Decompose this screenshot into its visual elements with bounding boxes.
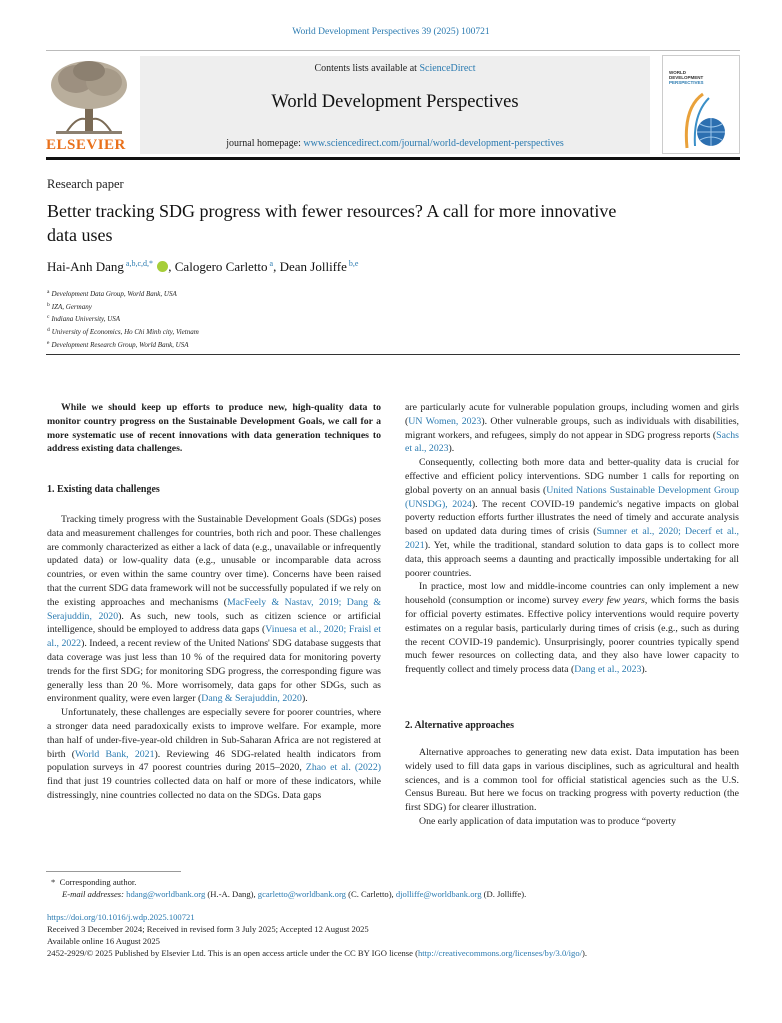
license-link[interactable]: http://creativecommons.org/licenses/by/3.0/igo/ (417, 948, 583, 958)
reference-link[interactable]: Sachs et al., 2023 (405, 429, 739, 455)
paragraph: One early application of data imputation was to produce “poverty (419, 815, 677, 827)
author-affiliation-marks[interactable]: a,b,c,d,* (125, 259, 154, 268)
right-column-body (405, 401, 739, 677)
homepage-link[interactable]: www.sciencedirect.com/journal/world-development-perspectives (303, 138, 564, 149)
paragraph: In practice, most low and middle-income countries can only implement a new household (consumption or income) survey every few years, which forms the basis for official poverty estimates. Effective policy interventions would require poverty estimates on a regular basis, particularly during times of crisis (e.g., such as during the recent COVID-19 pandemic). Unsurprisingly, poorer countries typically spend much fewer resources on collecting data, and they also have lower capacity to frequently collect and timely process data (Dang et al., 2023). (405, 581, 739, 676)
cover-title-line-2: DEVELOPMENT (669, 75, 704, 80)
paragraph: Alternative approaches to generating new data exist. Data imputation has been widely used to fill data gaps in various disciplines, such as agricultural and health sciences, and is a common tool for official statistical agencies such as the U.S. Census Bureau. But here we focus on tracking progress with poverty reduction (the first SDG) for clearer illustration. (405, 747, 739, 814)
email-addresses: E-mail addresses: hdang@worldbank.org (H.-A. Dang), gcarletto@worldbank.org (C. Carletto), djolliffe@worldbank.org (D. Jolliffe). (62, 889, 527, 899)
homepage-prefix: journal homepage: (226, 138, 304, 149)
paragraph: Tracking timely progress with the Sustainable Development Goals (SDGs) poses data and measurement challenges for countries, both rich and poor. These challenges are commonly characterized as either a lack of data (e.g., unavailable or infrequently updated data) or low-quality data (e.g., unusable or incomparable data across countries, or even within the same country over time). Concerns have been raised that the current SDG data framework will not be successfully populated if we rely on the existing approaches and mechanisms (MacFeely & Nastav, 2019; Dang & Serajuddin, 2020). As such, new tools, such as citizen science or artificial intelligence, should be employed to address data gaps (Vinuesa et al., 2020; Fraisl et al., 2022). Indeed, a recent review of the United Nations' SDG database suggests that data coverage was just less than 10 % of the required data for monitoring poverty trends for the first SDG; for monitoring SDG progress, the corresponding figure was generally less than 20 %. More worrisomely, data gaps for other SDGs, such as environment quality, were even larger (Dang & Serajuddin, 2020). (47, 514, 382, 705)
right-column-body-continued (405, 746, 739, 829)
header-separator-rule (46, 354, 740, 355)
affiliation-item: $^e$ Development Research Group, World Bank, USA (47, 339, 189, 349)
doi-link[interactable]: https://doi.org/10.1016/j.wdp.2025.100721 (47, 912, 195, 922)
masthead-bottom-rule (46, 157, 740, 160)
paragraph: are particularly acute for vulnerable population groups, including women and girls (UN Women, 2023). Other vulnerable groups, such as individuals with disabilities, migrant workers, and refugees, simply do not appear in SDG progress reports (Sachs et al., 2023). (405, 402, 739, 455)
affiliation-item: $^c$ Indiana University, USA (47, 314, 121, 324)
publication-info (47, 911, 587, 959)
contents-availability (140, 63, 650, 74)
affiliation-item: $^a$ Development Data Group, World Bank, USA (47, 289, 177, 298)
author-list (47, 259, 358, 275)
reference-link[interactable]: Dang et al., 2023 (574, 664, 642, 676)
globe-icon (663, 88, 739, 152)
reference-link[interactable]: MacFeely & Nastav, 2019; Dang & Serajuddin, 2020 (47, 596, 382, 622)
journal-citation-link[interactable]: World Development Perspectives 39 (2025) 100721 (292, 27, 490, 37)
article-title: Better tracking SDG progress with fewer resources? A call for more innovative data uses (47, 201, 617, 245)
affiliation-item: $^d$ University of Economics, Ho Chi Minh city, Vietnam (47, 327, 199, 337)
email-link[interactable]: gcarletto@worldbank.org (257, 889, 346, 899)
footnotes (51, 876, 526, 900)
paragraph: Unfortunately, these challenges are especially severe for poorer countries, where a stronger data need paradoxically exists to improve welfare. For example, more than half of under-five-year-old children in Sub-Saharan Africa are not registered at birth (World Bank, 2021). Reviewing 46 SDG-related health indicators from population surveys in 47 poorest countries during 2015–2020, Zhao et al. (2022) find that just 19 countries collected data on half or more of these indicators, while distressingly, nine countries collected no data on the SDGs. Data gaps (47, 707, 381, 801)
email-link[interactable]: hdang@worldbank.org (126, 889, 206, 899)
journal-cover-thumbnail[interactable] (662, 55, 740, 154)
author-affiliation-marks[interactable]: b,e (348, 259, 359, 268)
orcid-icon[interactable] (157, 261, 168, 272)
paragraph: Consequently, collecting both more data and better-quality data is crucial for effective and efficient policy interventions. SDG number 1 calls for reporting on global poverty on an annual basis (United Nations Sustainable Development Group (UNSDG), 2024). The recent COVID-19 pandemic's negative impacts on global poverty reduction efforts further illustrates the need of timely and accurate analysis based on updated data during times of crisis (Sumner et al., 2020; Decerf et al., 2021). Yet, while the traditional, standard solution to data gaps is to collect more data, this approach seems a daunting and practically impossible undertaking for all poorer countries. (405, 457, 739, 579)
masthead-top-rule (46, 50, 740, 51)
online-date: Available online 16 August 2025 (47, 936, 160, 946)
journal-homepage (140, 138, 650, 149)
license-line: 2452-2929/© 2025 Published by Elsevier Ltd. This is an open access article under the CC BY IGO license (http://creativecommons.org/licenses/by/3.0/igo/). (47, 948, 588, 958)
author-name[interactable]: Dean Jolliffe (279, 259, 347, 274)
reference-link[interactable]: World Bank, 2021 (75, 748, 155, 760)
reference-link[interactable]: Dang & Serajuddin, 2020 (201, 693, 302, 705)
author-name[interactable]: Hai-Anh Dang (47, 259, 124, 274)
reference-link[interactable]: United Nations Sustainable Development Group (UNSDG), 2024 (405, 484, 739, 510)
section-1-heading: 1. Existing data challenges (47, 484, 160, 495)
cover-title-line-1: WORLD (669, 70, 686, 75)
reference-link[interactable]: UN Women, 2023 (408, 415, 482, 427)
corresponding-author-note: * Corresponding author. (51, 877, 137, 887)
article-type: Research paper (47, 177, 124, 191)
author-name[interactable]: Calogero Carletto (174, 259, 268, 274)
reference-link[interactable]: Vinuesa et al., 2020; Fraisl et al., 2022 (47, 624, 381, 650)
sciencedirect-link[interactable]: ScienceDirect (419, 63, 476, 74)
cover-title-line-3: PERSPECTIVES (669, 80, 704, 85)
section-2-heading: 2. Alternative approaches (405, 720, 514, 731)
abstract: While we should keep up efforts to produce new, high-quality data to monitor country progress on the Sustainable Development Goals, we call for a more systematic use of recent innovations with data generation techniques to address existing data challenges. (47, 402, 381, 455)
elsevier-wordmark: ELSEVIER (46, 137, 126, 153)
author-affiliation-marks[interactable]: a (269, 259, 274, 268)
journal-title: World Development Perspectives (271, 92, 519, 112)
affiliation-item: $^b$ IZA, Germany (47, 301, 92, 311)
author-separator: , (168, 259, 175, 274)
received-dates: Received 3 December 2024; Received in revised form 3 July 2025; Accepted 12 August 2025 (47, 924, 369, 934)
reference-link[interactable]: Zhao et al. (2022) (305, 762, 381, 774)
reference-link[interactable]: Sumner et al., 2020; Decerf et al., 2021 (405, 526, 739, 551)
author-separator: , (273, 259, 280, 274)
affiliations (47, 287, 199, 351)
footnote-rule (46, 871, 181, 872)
contents-prefix: Contents lists available at (314, 63, 420, 74)
email-link[interactable]: djolliffe@worldbank.org (395, 889, 482, 899)
left-column-body (47, 513, 381, 803)
